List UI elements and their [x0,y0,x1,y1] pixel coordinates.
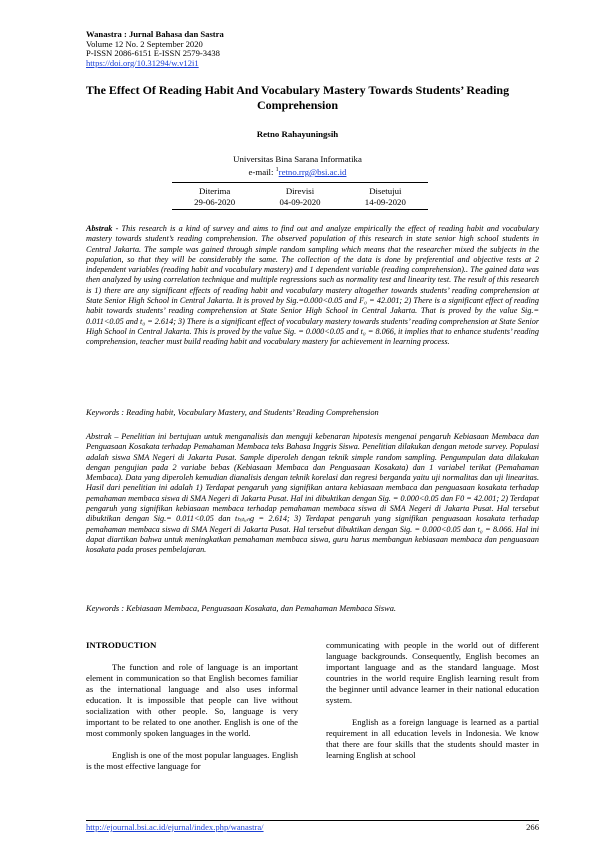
journal-issn: P-ISSN 2086-6151 E-ISSN 2579-3438 [86,48,220,59]
body-paragraph: English as a foreign language is learned as a partial requirement in all education levels in Indonesia. We know that there are four skills that the students should master in learning English at school [326,717,539,760]
date-value: 29-06-2020 [194,196,236,207]
journal-header [86,30,224,68]
email-label: e-mail: [248,166,276,177]
date-value: 14-09-2020 [364,196,406,207]
footer-divider [86,820,539,821]
email-line [0,165,595,178]
section-heading: INTRODUCTION [86,640,157,650]
author-name: Retno Rahayuningsih [256,129,339,139]
date-label: Direvisi [285,186,315,196]
date-label: Disetujui [369,186,402,196]
page-footer [86,822,539,832]
keywords-english: Keywords : Reading habit, Vocabulary Mastery, and Students’ Reading Comprehension [86,408,379,417]
body-column-left [86,640,298,772]
keywords-indonesian: Keywords : Kebiasaan Membaca, Penguasaan Kosakata, dan Pemahaman Membaca Siswa. [86,604,396,613]
body-paragraph: communicating with people in the world out of different language backgrounds. Consequently, English becomes an important language and as the standard language. Most countries in the world require English learning result from the beginner until advance learner in their national education system. [326,640,539,705]
abstract-indonesian: Abstrak – Penelitian ini bertujuan untuk menganalisis dan menguji kebenaran hipotesis mengenai pengaruh Kebiasaan Membaca dan Penguasaan Kosakata terhadap Pemahaman Membaca teks Bahasa Inggris Siswa. Penelitian dilakukan dengan metode survey. Populasi adalah siswa SMA Negeri di Jakarta Pusat. Sample diperoleh dengan teknik simple random sampling. Pengumpulan data dilakukan dengan pengujian pada 2 variabe bebas (Kebiasaan Membaca dan Penguasaan Kosakata) dan 1 variabel terikat (Pemahaman Membaca). Data yang diperoleh kemudian dianalisis dengan teknik korelasi dan regresi berganda yaitu uji normalitas dan uji linearitas. Hasil dari penelitian ini adalah 1) Terdapat pengaruh yang signifikan antara kebiasaan membaca dan penguasaan kosakata terhadap pemahaman membaca siswa di SMA Negeri di Jakarta Pusat. Hal ini dibuktikan dengan Sig. = 0.000<0.05 dan F0 = 42.001; 2) Terdapat pengaruh yang signifikan kebiasaan membaca terhadap pemahaman membaca siswa di SMA Negeri di Jakarta Pusat. Hal tersebut dibuktikan dengan Sig.= 0.011<0.05 dan tₕᵢₜᵤₙg = 2.614; 3) Terdapat pengaruh yang signifikan penguasaan kosakata terhadap pemahaman membaca siswa di SMA Negeri di Jakarta Pusat. Hal tersebut dibuktikan dengan Sig. = 0.000<0.05 dan t₀ = 8.066. Hal ini dapat diartikan bahwa untuk meningkatkan pemahaman membaca siswa, guru harus membangun kebiasaan membaca dan penguasaan kosakata pada proses pembelajaran. [86,432,539,555]
date-revised [257,186,342,207]
date-received [172,186,257,207]
body-paragraph: English is one of the most popular languages. English is the most effective language for [86,750,298,771]
body-column-right [326,640,539,761]
page-number: 266 [526,822,539,832]
date-value: 04-09-2020 [279,196,321,207]
journal-volume: Volume 12 No. 2 September 2020 [86,38,203,49]
footer-journal-link[interactable]: http://ejournal.bsi.ac.id/ejurnal/index.php/wanastra/ [86,822,264,832]
doi-link[interactable]: https://doi.org/10.31294/w.v12i1 [86,57,199,68]
date-approved [343,186,428,207]
body-paragraph: The function and role of language is an important element in communication so that English becomes familiar as the international language and also uses informal education. It is impossible that people can live without socialization with other people. So, language is very important to be related to one another. English is one of the most commonly spoken languages in the world. [86,662,298,738]
abstract-english-text: - This research is a kind of survey and aims to find out and analyze empirically the effect of reading habit and vocabulary mastery towards student’s reading comprehension. The observed population of this research in state senior high school students in Central Jakarta. The sample was gained through simple random sampling which means that the researcher mixed the subjects in the population, so that they will be considerably the same. The collection of the data is done by preferential and objective tests at 2 independent variables (reading habit and vocabulary mastery) and 1 dependent variable (reading comprehension).. The gained data was then analyzed by using correlation technique and multiple regressions such as normality test and linearity test. The result of this research is 1) there are any significant effects of reading habit and vocabulary mastery altogether towards students’ reading comprehension at State Senior High School in Central Jakarta. It is proved by Sig.=0.000<0.05 and F₀ = 42.001; 2) There is a significant effect of reading habit towards students’ reading comprehension at State Senior High School in Central Jakarta. That is proved by the value Sig.= 0.011<0.05 and t₀ = 2.614; 3) There is a significant effect of vocabulary mastery towards students’ reading comprehension at State Senior High School in Central Jakarta. This is proved by the value Sig. = 0.000<0.05 and t₀ = 8.066, it implies that to enhance students’ reading comprehension, teacher must build reading habit and vocabulary mastery for achievement in learning process. [86,224,540,347]
email-link[interactable]: retno.rrg@bsi.ac.id [278,166,347,177]
journal-name: Wanastra : Jurnal Bahasa dan Sastra [86,29,224,39]
date-label: Diterima [199,186,231,196]
affiliation-block [0,154,595,178]
paper-title: The Effect Of Reading Habit And Vocabulary Mastery Towards Students’ Reading Comprehension [85,83,510,112]
affiliation: Universitas Bina Sarana Informatika [233,154,362,164]
email-marker: 1 [275,167,279,173]
abstract-english [86,224,539,348]
date-table [172,182,428,210]
abstract-lead: Abstrak [86,224,113,233]
